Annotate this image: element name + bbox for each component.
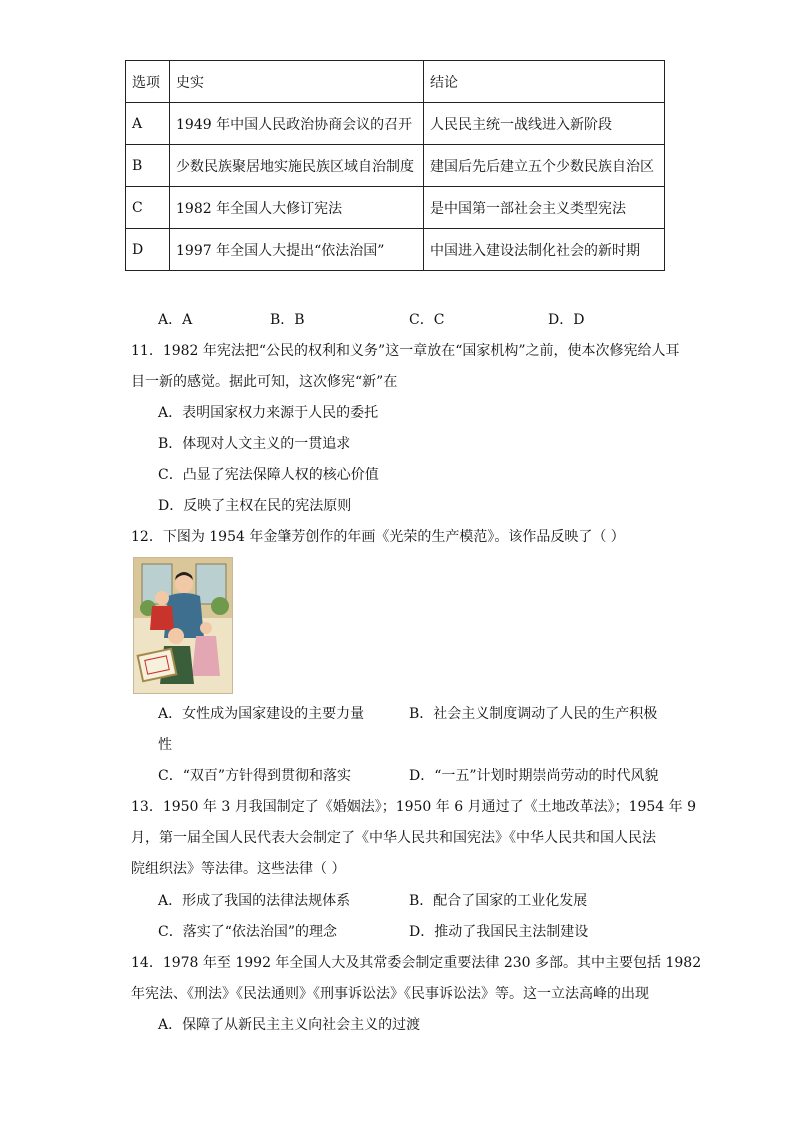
table-row: [126, 187, 665, 229]
new-year-painting-image: [133, 557, 233, 694]
q12-option-b[interactable]: B．社会主义制度调动了人民的生产积极: [409, 706, 658, 722]
table-cell: 1982 年全国人大修订宪法: [170, 187, 424, 229]
table-cell: 是中国第一部社会主义类型宪法: [424, 187, 665, 229]
table-cell: D: [126, 229, 170, 271]
q12-option-c[interactable]: C．“双百”方针得到贯彻和落实: [158, 768, 352, 784]
q12-option-a[interactable]: A．女性成为国家建设的主要力量: [158, 706, 365, 722]
q13-option-d[interactable]: D．推动了我国民主法制建设: [409, 924, 589, 940]
table-cell: 人民民主统一战线进入新阶段: [424, 103, 665, 145]
header-fact: 史实: [170, 61, 424, 103]
table-row: [126, 229, 665, 271]
q11-stem-line2: 目一新的感觉。据此可知，这次修宪“新”在: [131, 374, 398, 390]
history-table: [125, 60, 665, 271]
table-cell: 1997 年全国人大提出“依法治国”: [170, 229, 424, 271]
q13-stem-line3: 院组织法》等法律。这些法律（ ）: [131, 861, 346, 877]
table-row: [126, 145, 665, 187]
q13-stem-line2: 月，第一届全国人民代表大会制定了《中华人民共和国宪法》《中华人民共和国人民法: [131, 830, 656, 846]
table-cell: 少数民族聚居地实施民族区域自治制度: [170, 145, 424, 187]
q10-options: [0, 310, 794, 330]
table-cell: B: [126, 145, 170, 187]
q13-option-b[interactable]: B．配合了国家的工业化发展: [409, 893, 588, 909]
q12-option-d[interactable]: D．“一五”计划时期崇尚劳动的时代风貌: [409, 768, 659, 784]
q10-option-c[interactable]: C．C: [409, 312, 445, 328]
q13-stem-line1: 13．1950 年 3 月我国制定了《婚姻法》；1950 年 6 月通过了《土地改革法》；1954 年 9: [131, 799, 697, 815]
q13-option-a[interactable]: A．形成了我国的法律法规体系: [158, 893, 351, 909]
q14-option-a[interactable]: A．保障了从新民主主义向社会主义的过渡: [158, 1017, 421, 1033]
table-header-row: [126, 61, 665, 103]
q14-stem-line2: 年宪法、《刑法》《民法通则》《刑事诉讼法》《民事诉讼法》等。这一立法高峰的出现: [131, 986, 649, 1002]
q11-option-c[interactable]: C．凸显了宪法保障人权的核心价值: [158, 467, 379, 483]
q10-option-a[interactable]: A．A: [158, 312, 193, 328]
q11-option-d[interactable]: D．反映了主权在民的宪法原则: [158, 498, 352, 514]
q11-option-a[interactable]: A．表明国家权力来源于人民的委托: [158, 405, 379, 421]
q12-option-b-continued[interactable]: 性: [158, 737, 172, 753]
q10-option-b[interactable]: B．B: [270, 312, 305, 328]
q14-stem-line1: 14．1978 年至 1992 年全国人大及其常委会制定重要法律 230 多部。其中主要包括 1982: [131, 955, 702, 971]
header-option: 选项: [126, 61, 170, 103]
header-conclusion: 结论: [424, 61, 665, 103]
table-cell: A: [126, 103, 170, 145]
table-cell: 建国后先后建立五个少数民族自治区: [424, 145, 665, 187]
q11-stem-line1: 11．1982 年宪法把“公民的权利和义务”这一章放在“国家机构”之前，使本次修宪给人耳: [131, 343, 680, 359]
q12-stem: 12．下图为 1954 年金肇芳创作的年画《光荣的生产模范》。该作品反映了（ ）: [131, 529, 625, 545]
q10-option-d[interactable]: D．D: [548, 312, 585, 328]
q11-option-b[interactable]: B．体现对人文主义的一贯追求: [158, 436, 351, 452]
table-cell: C: [126, 187, 170, 229]
q13-option-c[interactable]: C．落实了“依法治国”的理念: [158, 924, 338, 940]
table-cell: 中国进入建设法制化社会的新时期: [424, 229, 665, 271]
table-row: [126, 103, 665, 145]
table-cell: 1949 年中国人民政治协商会议的召开: [170, 103, 424, 145]
